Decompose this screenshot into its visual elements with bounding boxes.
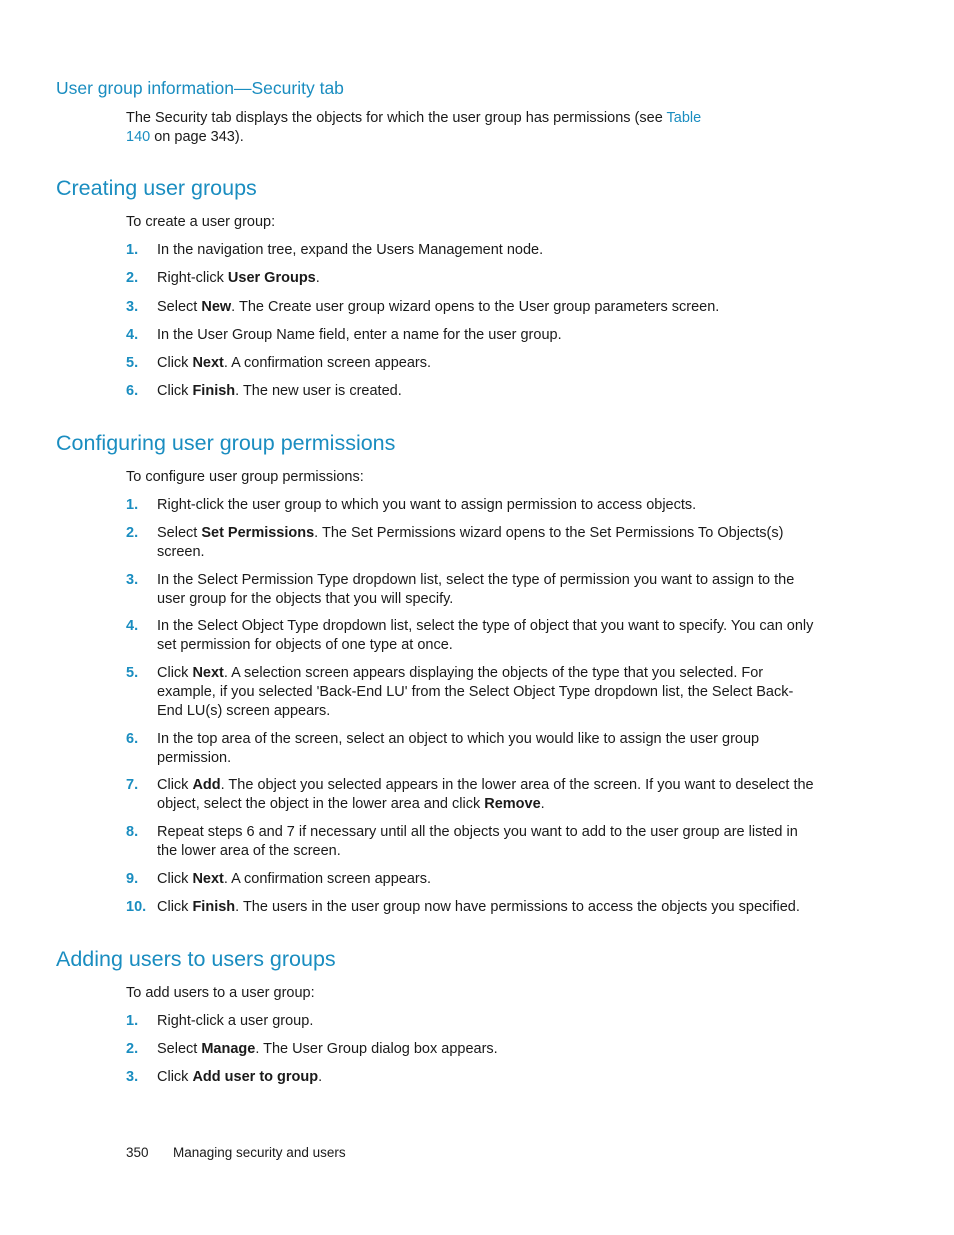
list-item: 1. In the navigation tree, expand the Users Management node.	[126, 242, 544, 258]
list-item: 4. In the User Group Name field, enter a name for the user group.	[126, 327, 562, 343]
list-item: 3. Click Add user to group.	[126, 1069, 323, 1085]
creating-intro: To create a user group:	[126, 214, 276, 230]
page-footer	[126, 1145, 346, 1160]
configuring-permissions-heading: Configuring user group permissions	[56, 431, 396, 455]
list-item: 1. Right-click a user group.	[126, 1013, 314, 1029]
table-140-link[interactable]: Table 140	[126, 110, 702, 145]
list-item: 2. Select Manage. The User Group dialog box appears.	[126, 1041, 498, 1057]
list-item: 3. Select New. The Create user group wizard opens to the User group parameters screen.	[126, 299, 720, 315]
list-item: 8. Repeat steps 6 and 7 if necessary until all the objects you want to add to the user group are listed in the lower area of the screen.	[126, 824, 798, 859]
configuring-intro: To configure user group permissions:	[126, 469, 364, 485]
adding-intro: To add users to a user group:	[126, 985, 315, 1001]
list-item: 4. In the Select Object Type dropdown list, select the type of object that you want to specify. You can only set permission for objects of one type at once.	[126, 618, 814, 653]
list-item: 2. Right-click User Groups.	[126, 270, 320, 286]
list-item: 3. In the Select Permission Type dropdown list, select the type of permission you want to assign to the user group for the objects that you will specify.	[126, 572, 795, 607]
page-number: 350	[126, 1145, 149, 1160]
list-item: 6. Click Finish. The new user is created.	[126, 383, 402, 399]
security-tab-intro: The Security tab displays the objects for which the user group has permissions (see Table 140 on page 343).	[126, 110, 702, 145]
list-item: 6. In the top area of the screen, select an object to which you would like to assign the user group permission.	[126, 731, 760, 766]
list-item: 9. Click Next. A confirmation screen appears.	[126, 871, 432, 887]
list-item: 5. Click Next. A selection screen appears displaying the objects of the type that you selected. For example, if you selected 'Back-End LU' from the Select Object Type dropdown list, the Select Back-End LU(s) screen appears.	[126, 665, 794, 719]
list-item: 2. Select Set Permissions. The Set Permissions wizard opens to the Set Permissions To Objects(s) screen.	[126, 525, 784, 560]
list-item: 1. Right-click the user group to which you want to assign permission to access objects.	[126, 497, 697, 513]
adding-users-heading: Adding users to users groups	[56, 947, 336, 971]
list-item: 10. Click Finish. The users in the user group now have permissions to access the objects you specified.	[126, 899, 800, 915]
security-tab-heading: User group information—Security tab	[56, 78, 344, 98]
list-item: 5. Click Next. A confirmation screen appears.	[126, 355, 432, 371]
list-item: 7. Click Add. The object you selected appears in the lower area of the screen. If you want to deselect the object, select the object in the lower area and click Remove.	[126, 777, 814, 812]
creating-user-groups-heading: Creating user groups	[56, 176, 257, 200]
chapter-title: Managing security and users	[173, 1145, 346, 1160]
